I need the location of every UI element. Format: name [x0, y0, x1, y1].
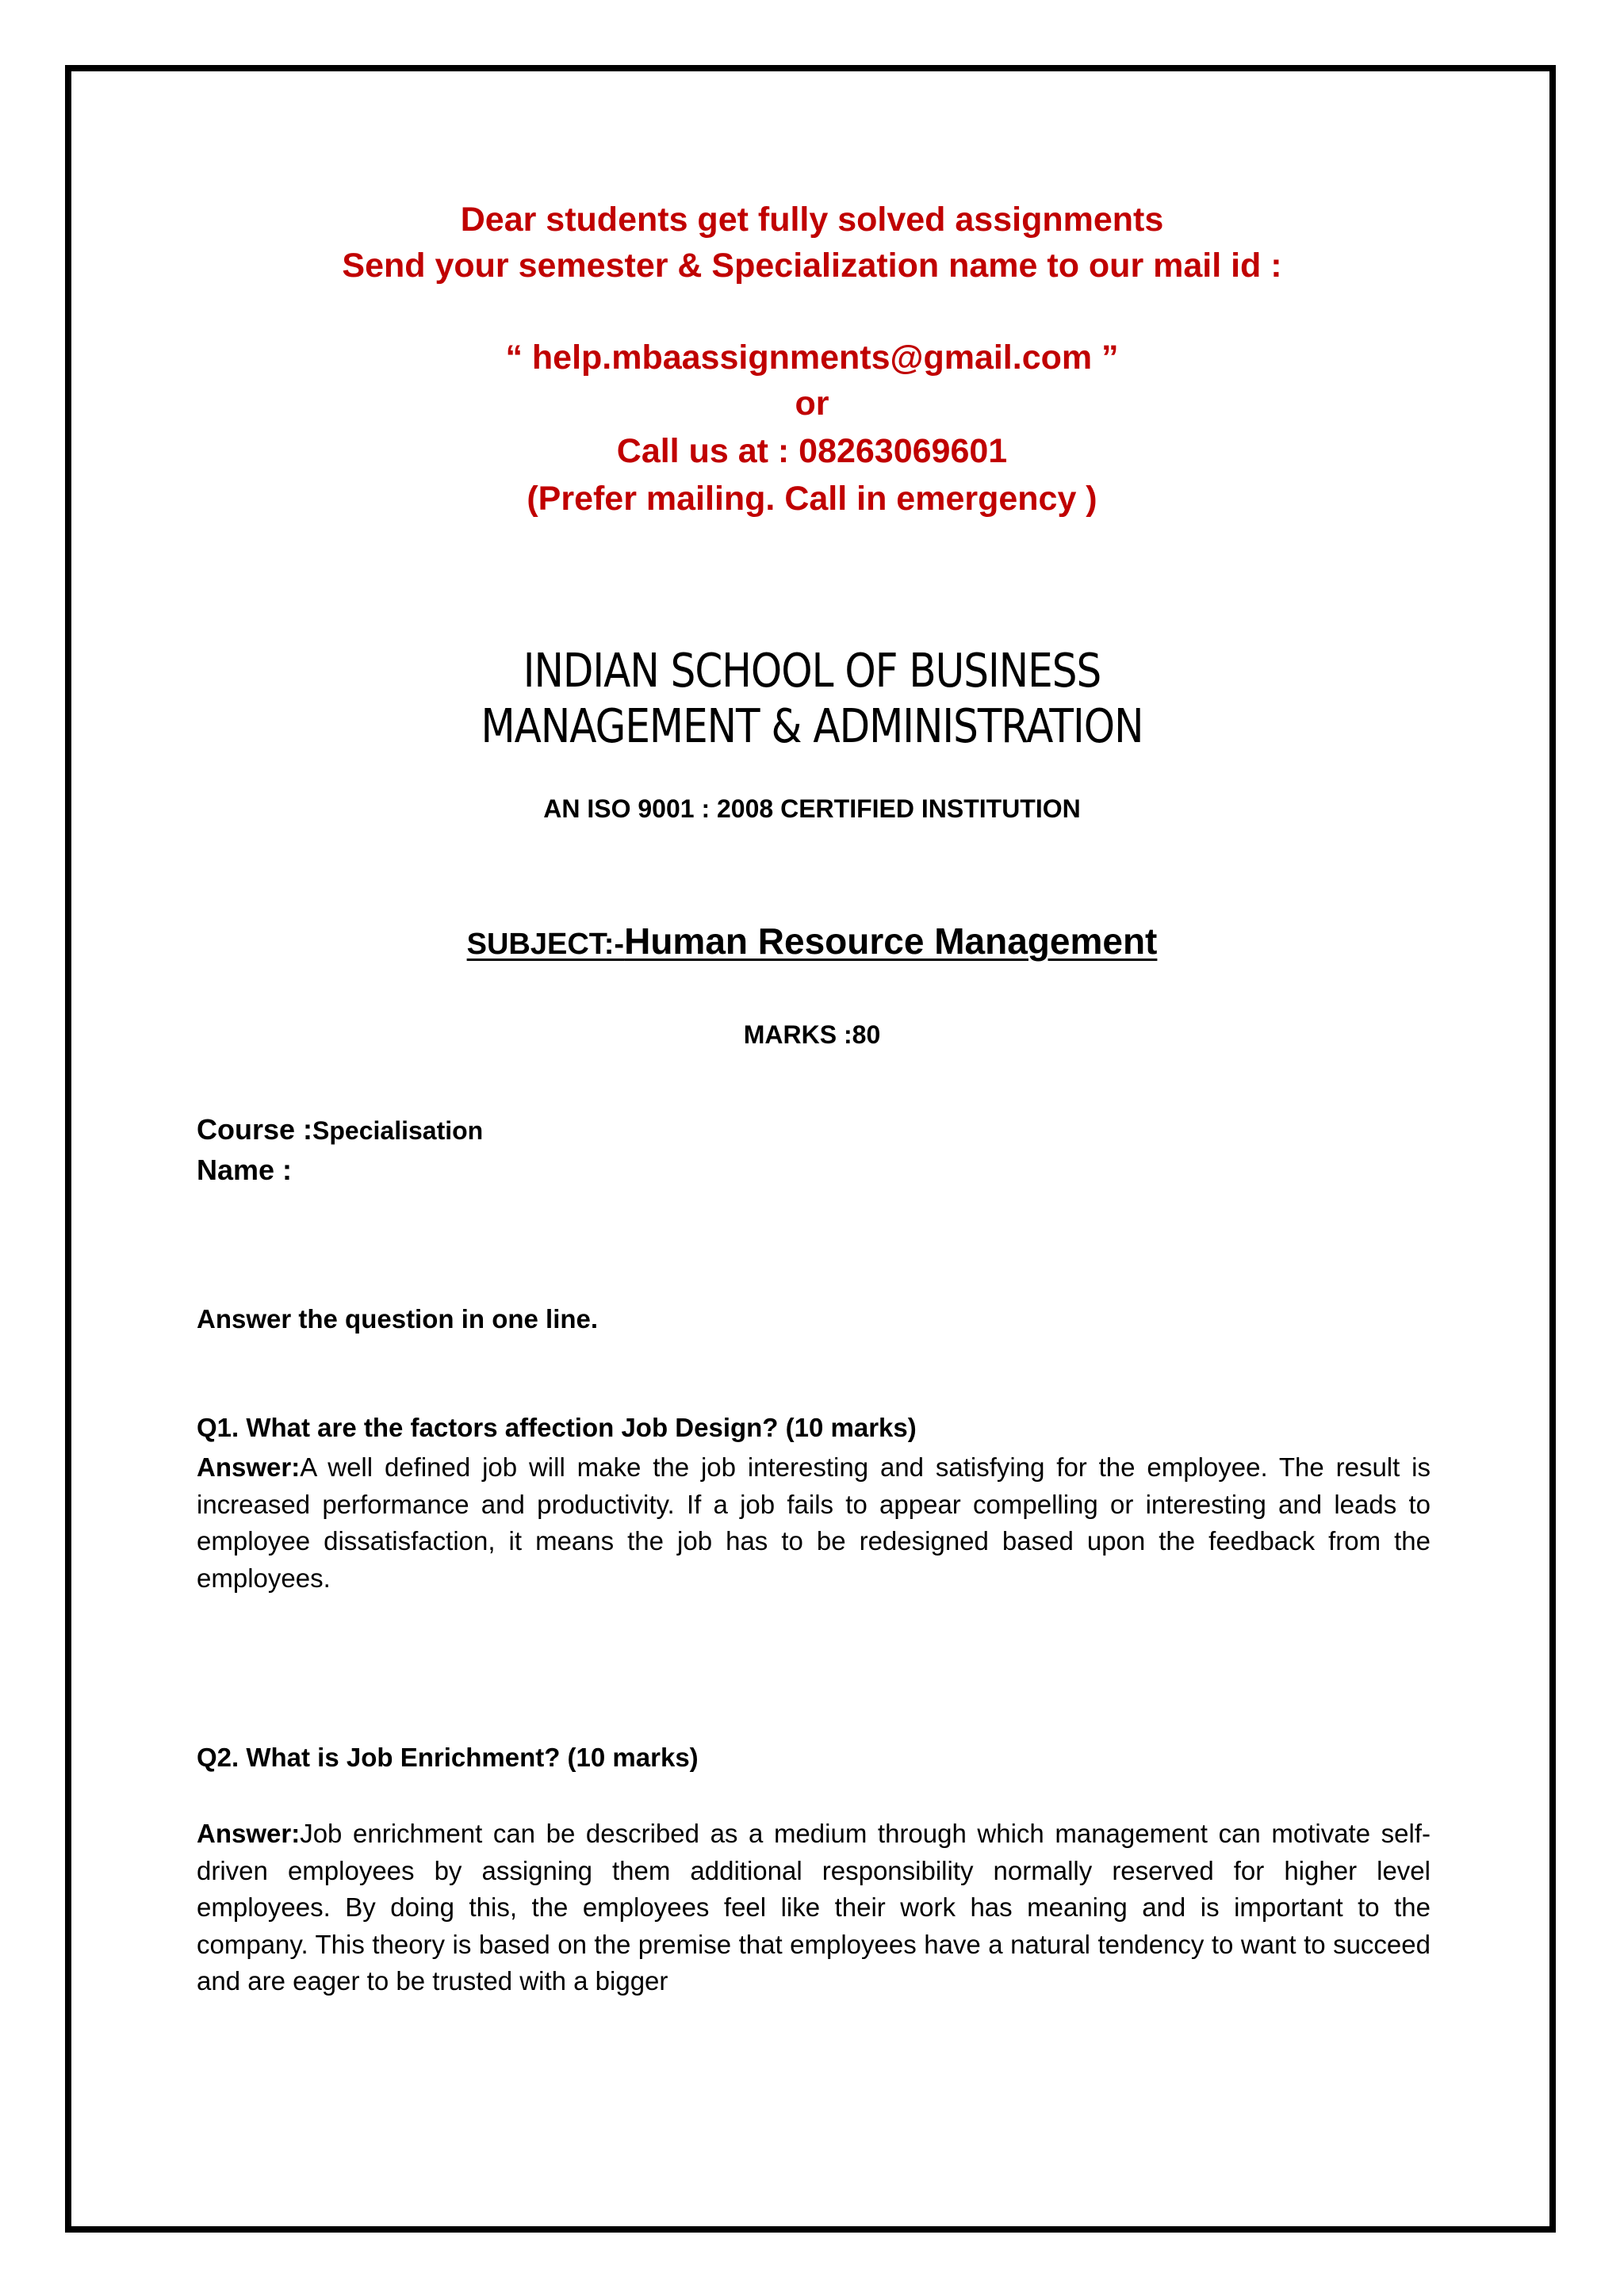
marks-text: MARKS :80 [743, 1020, 881, 1049]
course-value: Specialisation [312, 1116, 484, 1145]
answer-2-text: Job enrichment can be described as a medium through which management can motivate self-driven employees by assigning them additional responsibility normally reserved for higher level employees. By doing this, the employees feel like their work has meaning and is important to the company. This theory is based on the premise that employees have a natural tendency to want to succeed and are eager to be trusted with a bigger [197, 1819, 1431, 1996]
course-line [197, 1113, 483, 1146]
promo-call: Call us at : 08263069601 [616, 432, 1008, 470]
promo-note: (Prefer mailing. Call in emergency ) [527, 480, 1097, 518]
institute-name-line-1: INDIAN SCHOOL OF BUSINESS [523, 643, 1101, 698]
promo-line-2: Send your semester & Specialization name to our mail id : [342, 247, 1282, 285]
promo-line-1: Dear students get fully solved assignments [460, 201, 1164, 239]
subject-heading [0, 920, 1624, 962]
instruction-text: Answer the question in one line. [197, 1304, 599, 1334]
promo-email: “ help.mbaassignments@gmail.com ” [505, 339, 1119, 377]
answer-2 [197, 1816, 1431, 2000]
answer-2-label: Answer: [197, 1819, 301, 1848]
question-2: Q2. What is Job Enrichment? (10 marks) [197, 1743, 699, 1772]
answer-1-label: Answer: [197, 1452, 301, 1482]
question-1: Q1. What are the factors affection Job Design? (10 marks) [197, 1413, 917, 1442]
name-label: Name : [197, 1154, 293, 1186]
subject-value: Human Resource Management [624, 920, 1158, 962]
course-label: Course : [197, 1113, 313, 1146]
institute-name-line-2: MANAGEMENT & ADMINISTRATION [481, 698, 1143, 754]
answer-1 [197, 1449, 1431, 1597]
promo-or: or [795, 385, 829, 423]
subject-label: SUBJECT:- [466, 928, 625, 961]
certification-text: AN ISO 9001 : 2008 CERTIFIED INSTITUTION [543, 794, 1081, 823]
answer-1-text: A well defined job will make the job interesting and satisfying for the employee. The result is increased performance and productivity. If a job fails to appear compelling or interesting and leads to employee dissatisfaction, it means the job has to be redesigned based upon the feedback from the employees. [197, 1452, 1431, 1593]
